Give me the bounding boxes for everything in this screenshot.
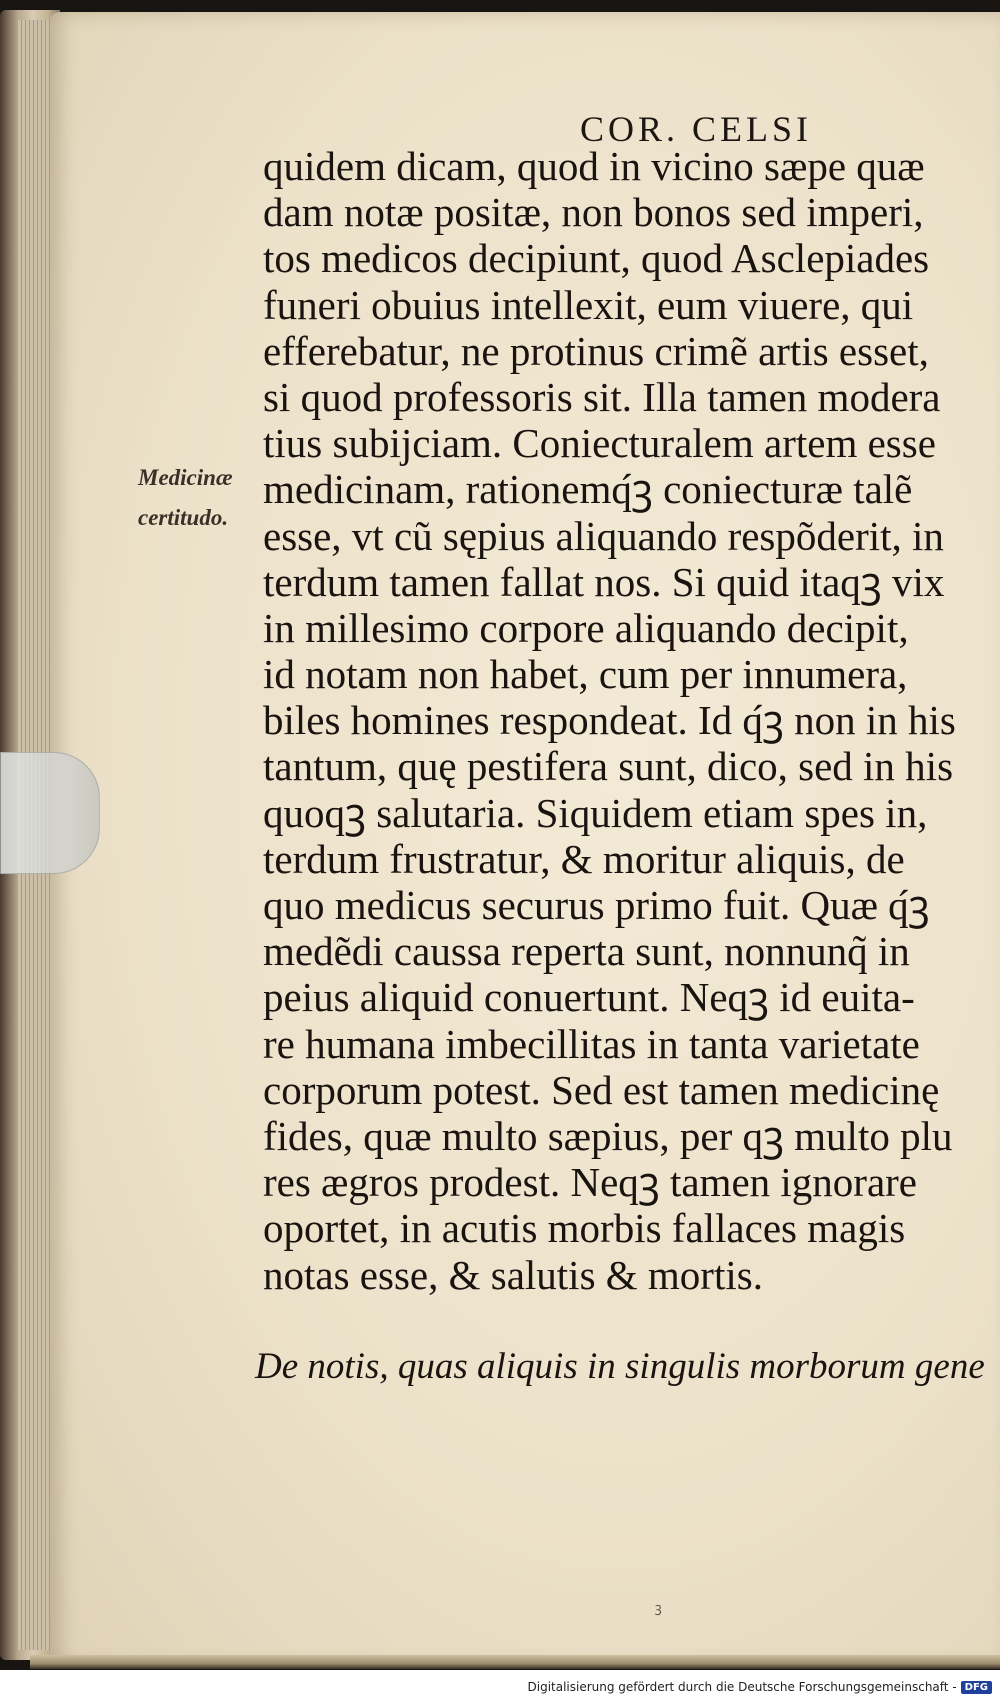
text-line: res ægros prodest. Neqꝫ tamen ignorare — [263, 1159, 917, 1206]
text-line: quidem dicam, quod in vicino sæpe quæ — [263, 143, 925, 189]
text-line: fides, quæ multo sæpius, per qꝫ multo plu — [263, 1112, 953, 1159]
text-line: funeri obuius intellexit, eum viuere, qui — [263, 281, 914, 328]
text-line: tantum, quę pestifera sunt, dico, sed in his — [263, 743, 954, 790]
text-line: medẽdi caussa reperta sunt, nonnunq̃ in — [263, 928, 910, 975]
funding-credit: Digitalisierung gefördert durch die Deutsche Forschungsgemeinschaft - — [527, 1680, 957, 1694]
text-line: peius aliquid conuertunt. Neqꝫ id euita- — [263, 974, 915, 1021]
body-text — [263, 143, 973, 1298]
text-line: tos medicos decipiunt, quod Asclepiades — [263, 235, 930, 282]
text-line: quo medicus securus primo fuit. Quæ q́ꝫ — [263, 882, 930, 928]
margin-note-line: certitudo. — [138, 505, 229, 530]
dfg-logo-icon: DFG — [961, 1681, 992, 1694]
text-line: notas esse, & salutis & mortis. — [263, 1251, 763, 1298]
text-line: dam notæ positæ, non bonos sed imperi, — [263, 189, 924, 236]
text-line: efferebatur, ne protinus crimẽ artis esset, — [263, 327, 929, 374]
text-line: si quod professoris sit. Illa tamen modera — [263, 373, 941, 420]
text-line: biles homines respondeat. Id q́ꝫ non in his — [263, 697, 956, 744]
footer-bar — [0, 1670, 1000, 1704]
text-line: tius subijciam. Coniecturalem artem esse — [263, 420, 936, 467]
text-line: quoqꝫ salutaria. Siquidem etiam spes in, — [263, 789, 928, 836]
text-line: corporum potest. Sed est tamen medicinę — [263, 1066, 940, 1113]
page-bottom-edge — [30, 1655, 1000, 1669]
text-line: medicinam, rationemq́ꝫ coniecturæ talẽ — [263, 466, 913, 513]
margin-note-line: Medicinæ — [138, 465, 233, 490]
section-heading: De notis, quas aliquis in singulis morborum gene — [255, 1346, 985, 1387]
text-line: terdum frustratur, & moritur aliquis, de — [263, 835, 905, 882]
text-line: esse, vt cũ sępius aliquando respõderit, in — [263, 512, 944, 559]
page-clip — [0, 752, 100, 874]
text-line: re humana imbecillitas in tanta varietate — [263, 1020, 920, 1067]
text-line: in millesimo corpore aliquando decipit, — [263, 604, 909, 651]
margin-note — [138, 458, 258, 538]
text-line: id notam non habet, cum per innumera, — [263, 651, 908, 698]
text-line: oportet, in acutis morbis fallaces magis — [263, 1205, 906, 1252]
running-head-text: COR. CELSI — [579, 109, 813, 149]
folio-mark: ꝫ — [655, 1601, 662, 1616]
text-line: terdum tamen fallat nos. Si quid itaqꝫ vix — [263, 558, 945, 605]
